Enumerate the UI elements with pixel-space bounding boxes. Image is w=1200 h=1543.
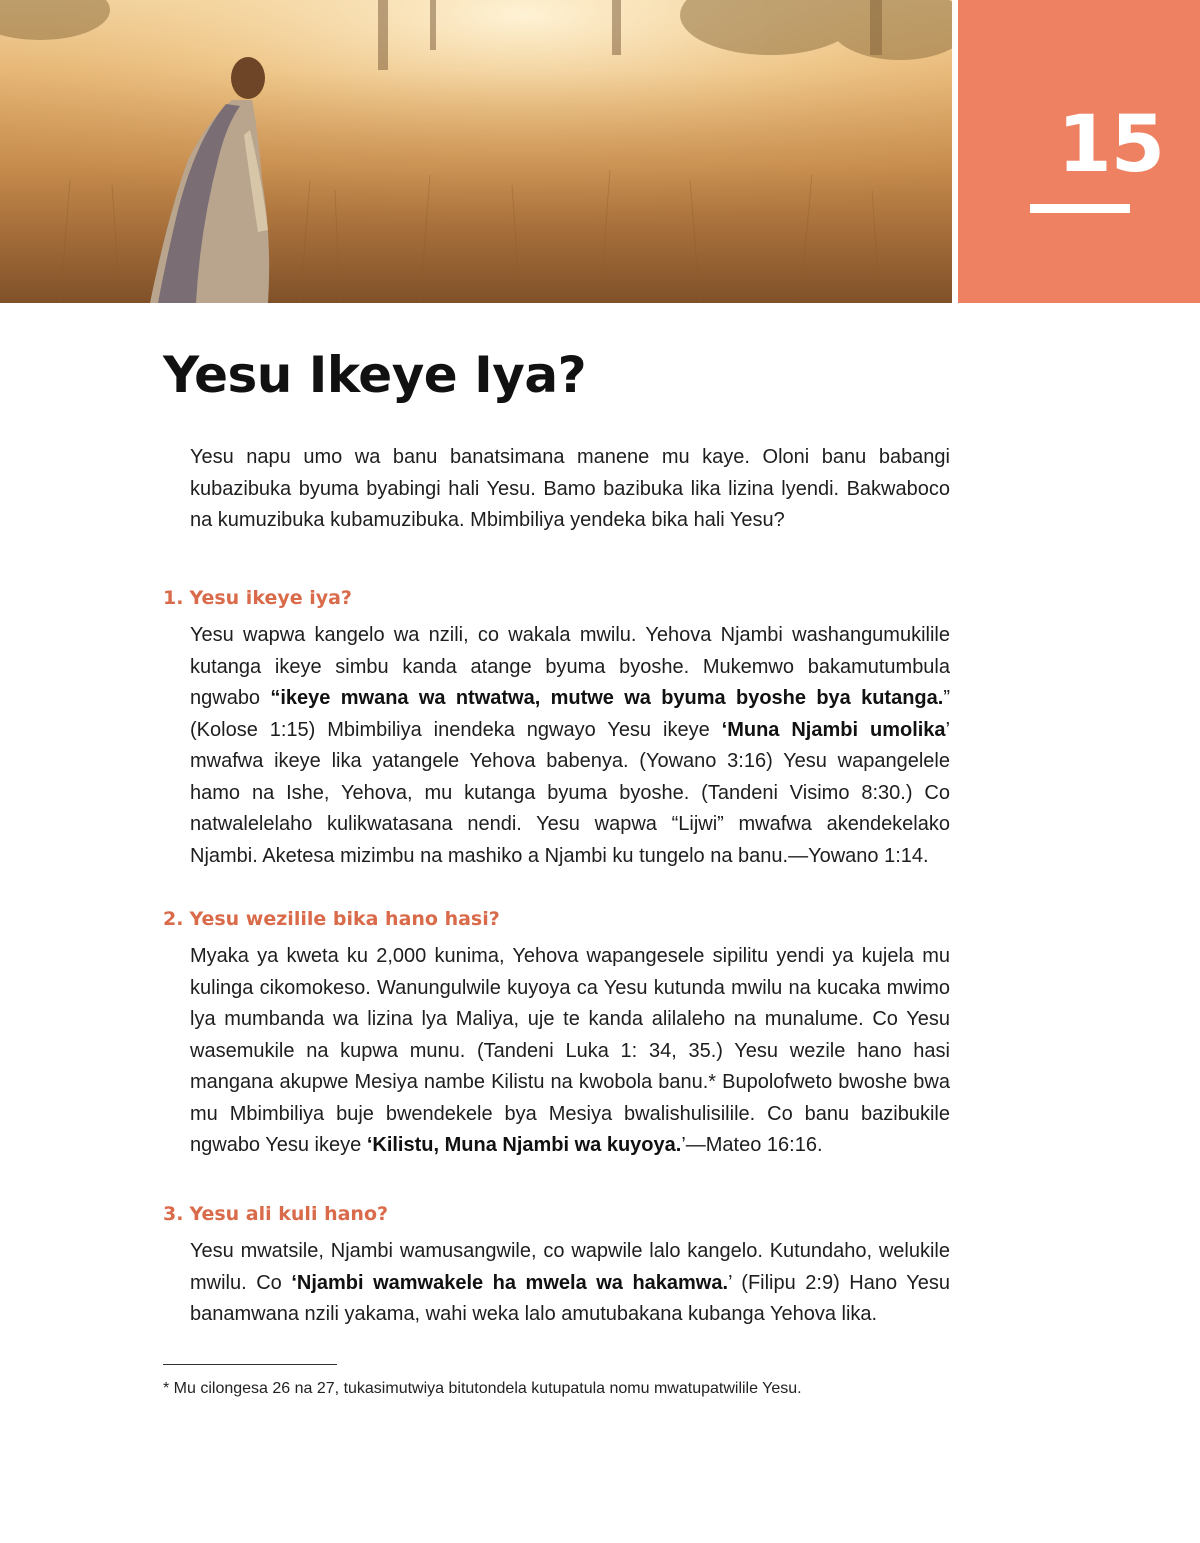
page-title: Yesu Ikeye Iya? bbox=[163, 346, 587, 404]
question-2 bbox=[163, 908, 506, 930]
question-number: 1. bbox=[163, 587, 184, 609]
answer-paragraph-2 bbox=[190, 941, 950, 1162]
bold-quote: ‘Muna Njambi umolika bbox=[721, 718, 946, 741]
question-3 bbox=[163, 1203, 394, 1225]
question-number: 3. bbox=[163, 1203, 184, 1225]
hero-image bbox=[0, 0, 952, 303]
text-run: Yesu mwatsile, Njambi wamusangwile, co wapwile lalo kangelo. Kutundaho, welukile mwilu. Co bbox=[190, 1240, 950, 1294]
bold-quote: ‘Njambi wamwakele ha mwela wa hakamwa. bbox=[291, 1271, 729, 1294]
footnote: * Mu cilongesa 26 na 27, tukasimutwiya bitutondela kutupatula nomu mwatupatwilile Yesu. bbox=[163, 1380, 802, 1397]
text-run: ’ mwafwa ikeye lika yatangele Yehova babenya. (Yowano 3:16) Yesu wapangelele hamo na Ishe, Yehova, mu kutanga byuma byoshe. (Tandeni Visimo 8:30.) Co natwalelelaho kulikwatasana nendi. Yesu wapwa “Lijwi” mwafwa akendekelako Njambi. Aketesa mizimbu na mashiko a Njambi ku tungelo na banu.—Yowano 1:14. bbox=[190, 718, 951, 867]
bold-quote: “ikeye mwana wa ntwatwa, mutwe wa byuma byoshe bya kutanga. bbox=[270, 687, 944, 709]
question-text: Yesu wezilile bika hano hasi? bbox=[189, 908, 500, 930]
text-run: ” (Kolose 1:15) Mbimbiliya inendeka ngwayo Yesu ikeye bbox=[190, 687, 950, 741]
bold-quote: ‘Kilistu, Muna Njambi wa kuyoya. bbox=[366, 1134, 682, 1156]
question-text: Yesu ikeye iya? bbox=[189, 587, 352, 609]
intro-paragraph: Yesu napu umo wa banu banatsimana manene mu kaye. Oloni banu babangi kubazibuka byuma byabingi hali Yesu. Bamo bazibuka lika lizina lyendi. Bakwaboco na kumuzibuka kubamuzibuka. Mbimbiliya yendeka bika hali Yesu? bbox=[190, 446, 950, 531]
text-run: ’—Mateo 16:16. bbox=[681, 1134, 823, 1156]
text-run: ’ (Filipu 2:9) Hano Yesu banamwana nzili yakama, wahi weka lalo amutubakana kubanga Yehova lika. bbox=[190, 1271, 951, 1325]
answer-paragraph-3 bbox=[190, 1236, 950, 1331]
footnote-divider bbox=[163, 1364, 337, 1365]
question-1 bbox=[163, 587, 358, 609]
chapter-number: 15 bbox=[1057, 100, 1164, 190]
chapter-rule bbox=[1030, 204, 1130, 213]
question-number: 2. bbox=[163, 908, 184, 930]
text-run: Myaka ya kweta ku 2,000 kunima, Yehova wapangesele sipilitu yendi ya kujela mu kulinga cikomokeso. Wanungulwile kuyoya ca Yesu kutunda mwilu na kucaka mwimo lya mumbanda wa lizina lya Maliya, uje te kanda alilaleho na munalume. Co Yesu wasemukile na kupwa munu. (Tandeni Luka 1: 34, 35.) Yesu wezile hano hasi mangana akupwe Mesiya nambe Kilistu na kwobola banu.* Bupolofweto bwoshe bwa mu Mbimbiliya buje bwendekele bya Mesiya bwalishulisilile. Co banu bazibukile ngwabo Yesu ikeye bbox=[190, 945, 950, 1156]
answer-paragraph-1 bbox=[190, 620, 950, 872]
question-text: Yesu ali kuli hano? bbox=[189, 1203, 389, 1225]
hero-illustration bbox=[0, 0, 952, 303]
text-run: Yesu wapwa kangelo wa nzili, co wakala mwilu. Yehova Njambi washangumukilile kutanga ikeye simbu kanda atange byuma byoshe. Mukemwo bakamutumbula ngwabo bbox=[190, 624, 950, 709]
chapter-box bbox=[958, 0, 1200, 303]
